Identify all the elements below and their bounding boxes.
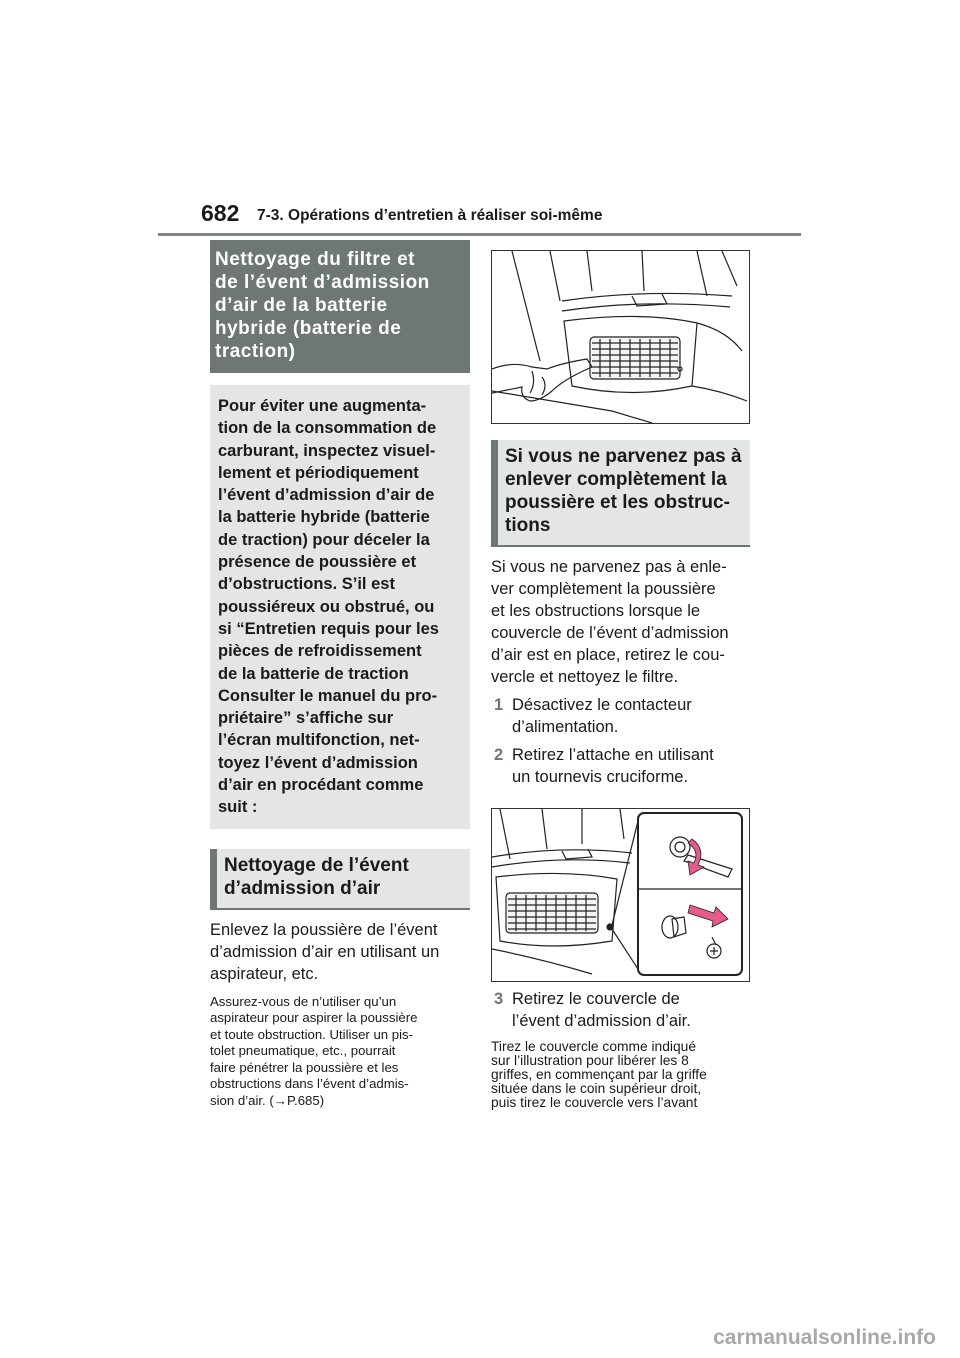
section-heading [210, 240, 470, 373]
intro-line: présence de poussière et [218, 553, 417, 572]
intro-line: si “Entretien requis pour les [218, 619, 439, 638]
filter-cleaning-body [491, 556, 750, 688]
intro-line: lement et périodiquement [218, 463, 419, 482]
note-line: située dans le coin supérieur droit, [491, 1081, 702, 1096]
body-line: vercle et nettoyez le filtre. [491, 668, 679, 686]
subheading-line: enlever complètement la [505, 469, 727, 490]
intro-line: priétaire” s’affiche sur [218, 709, 394, 728]
right-column [491, 250, 750, 1110]
subheading-line: Nettoyage de l’évent [224, 854, 409, 876]
step-line: d’alimentation. [512, 718, 619, 736]
step-2 [491, 744, 750, 788]
body-line: et les obstructions lorsque le [491, 602, 701, 620]
intro-line: suit : [218, 798, 258, 817]
clip-removal-illustration-svg [492, 809, 749, 981]
body-line: Enlevez la poussière de l’évent [210, 920, 438, 939]
step-3 [491, 988, 750, 1032]
body-line: couvercle de l’évent d’admission [491, 624, 729, 642]
watermark: carmanualsonline.info [713, 1326, 936, 1349]
note-line: Assurez-vous de n’utiliser qu’un [210, 993, 397, 1009]
intro-line: d’obstructions. S’il est [218, 575, 395, 594]
body-line: aspirateur, etc. [210, 964, 319, 983]
vent-cleaning-body [210, 919, 470, 985]
section-heading-line: hybride (batterie de [215, 318, 402, 339]
step-line: Retirez l’attache en utilisant [512, 746, 714, 764]
note-line: Tirez le couvercle comme indiqué [491, 1039, 696, 1054]
note-line: aspirateur pour aspirer la poussière [210, 1010, 418, 1026]
body-line: d’admission d’air en utilisant un [210, 942, 440, 961]
vacuum-illustration-svg [492, 251, 749, 423]
section-heading-line: traction) [215, 341, 296, 362]
step-line: un tournevis cruciforme. [512, 768, 689, 786]
clip-removal-illustration [491, 808, 750, 982]
subheading-vent-cleaning [210, 849, 470, 910]
note-line: obstructions dans l’évent d’admis- [210, 1076, 409, 1092]
intro-line: toyez l’évent d’admission [218, 753, 418, 772]
intro-line: poussiéreux ou obstrué, ou [218, 597, 435, 616]
step-1 [491, 694, 750, 738]
note-line: et toute obstruction. Utiliser un pis- [210, 1026, 414, 1042]
intro-line: l’écran multifonction, net- [218, 731, 420, 750]
note-line: sion d’air. (→P.685) [210, 1092, 325, 1108]
intro-line: Pour éviter une augmenta- [218, 397, 427, 415]
body-line: ver complètement la poussière [491, 580, 716, 598]
body-line: Si vous ne parvenez pas à enle- [491, 558, 727, 576]
section-heading-line: de l’évent d’admission [215, 272, 430, 293]
subheading-line: tions [505, 515, 551, 536]
step-line: Désactivez le contacteur [512, 696, 692, 714]
note-line: sur l’illustration pour libérer les 8 [491, 1053, 689, 1068]
section-heading-line: d’air de la batterie [215, 295, 388, 316]
intro-line: la batterie hybride (batterie [218, 508, 430, 527]
subheading-not-removed [491, 440, 750, 547]
subheading-line: Si vous ne parvenez pas à [505, 446, 742, 467]
note-line: tolet pneumatique, etc., pourrait [210, 1043, 396, 1059]
intro-line: pièces de refroidissement [218, 642, 422, 661]
step-number: 1 [494, 696, 504, 714]
subheading-line: poussière et les obstruc- [505, 492, 730, 513]
cover-removal-note [491, 1040, 750, 1110]
subheading-line: d’admission d’air [224, 877, 381, 899]
intro-line: de la batterie de traction [218, 664, 409, 683]
page-number: 682 [201, 200, 240, 226]
step-number: 2 [494, 746, 504, 764]
note-line: griffes, en commençant par la griffe [491, 1067, 707, 1082]
intro-line: tion de la consommation de [218, 419, 437, 438]
intro-line: d’air en procédant comme [218, 776, 424, 795]
vent-cleaning-note [210, 994, 470, 1110]
step-line: l’évent d’admission d’air. [512, 1012, 691, 1030]
note-line: faire pénétrer la poussière et les [210, 1059, 399, 1075]
chapter-title: 7-3. Opérations d’entretien à réaliser soi-même [257, 207, 603, 224]
left-column [210, 240, 470, 1109]
body-line: d’air est en place, retirez le cou- [491, 646, 725, 664]
intro-line: carburant, inspectez visuel- [218, 441, 436, 460]
step-line: Retirez le couvercle de [512, 990, 680, 1008]
step-number: 3 [494, 990, 504, 1008]
section-heading-line: Nettoyage du filtre et [215, 249, 415, 270]
vacuum-illustration [491, 250, 750, 424]
intro-line: Consulter le manuel du pro- [218, 686, 438, 705]
header-rule [158, 233, 801, 236]
note-line: puis tirez le couvercle vers l’avant [491, 1095, 698, 1110]
intro-line: de traction) pour déceler la [218, 530, 430, 549]
intro-line: l’évent d’admission d’air de [218, 486, 435, 505]
intro-box [210, 385, 470, 829]
